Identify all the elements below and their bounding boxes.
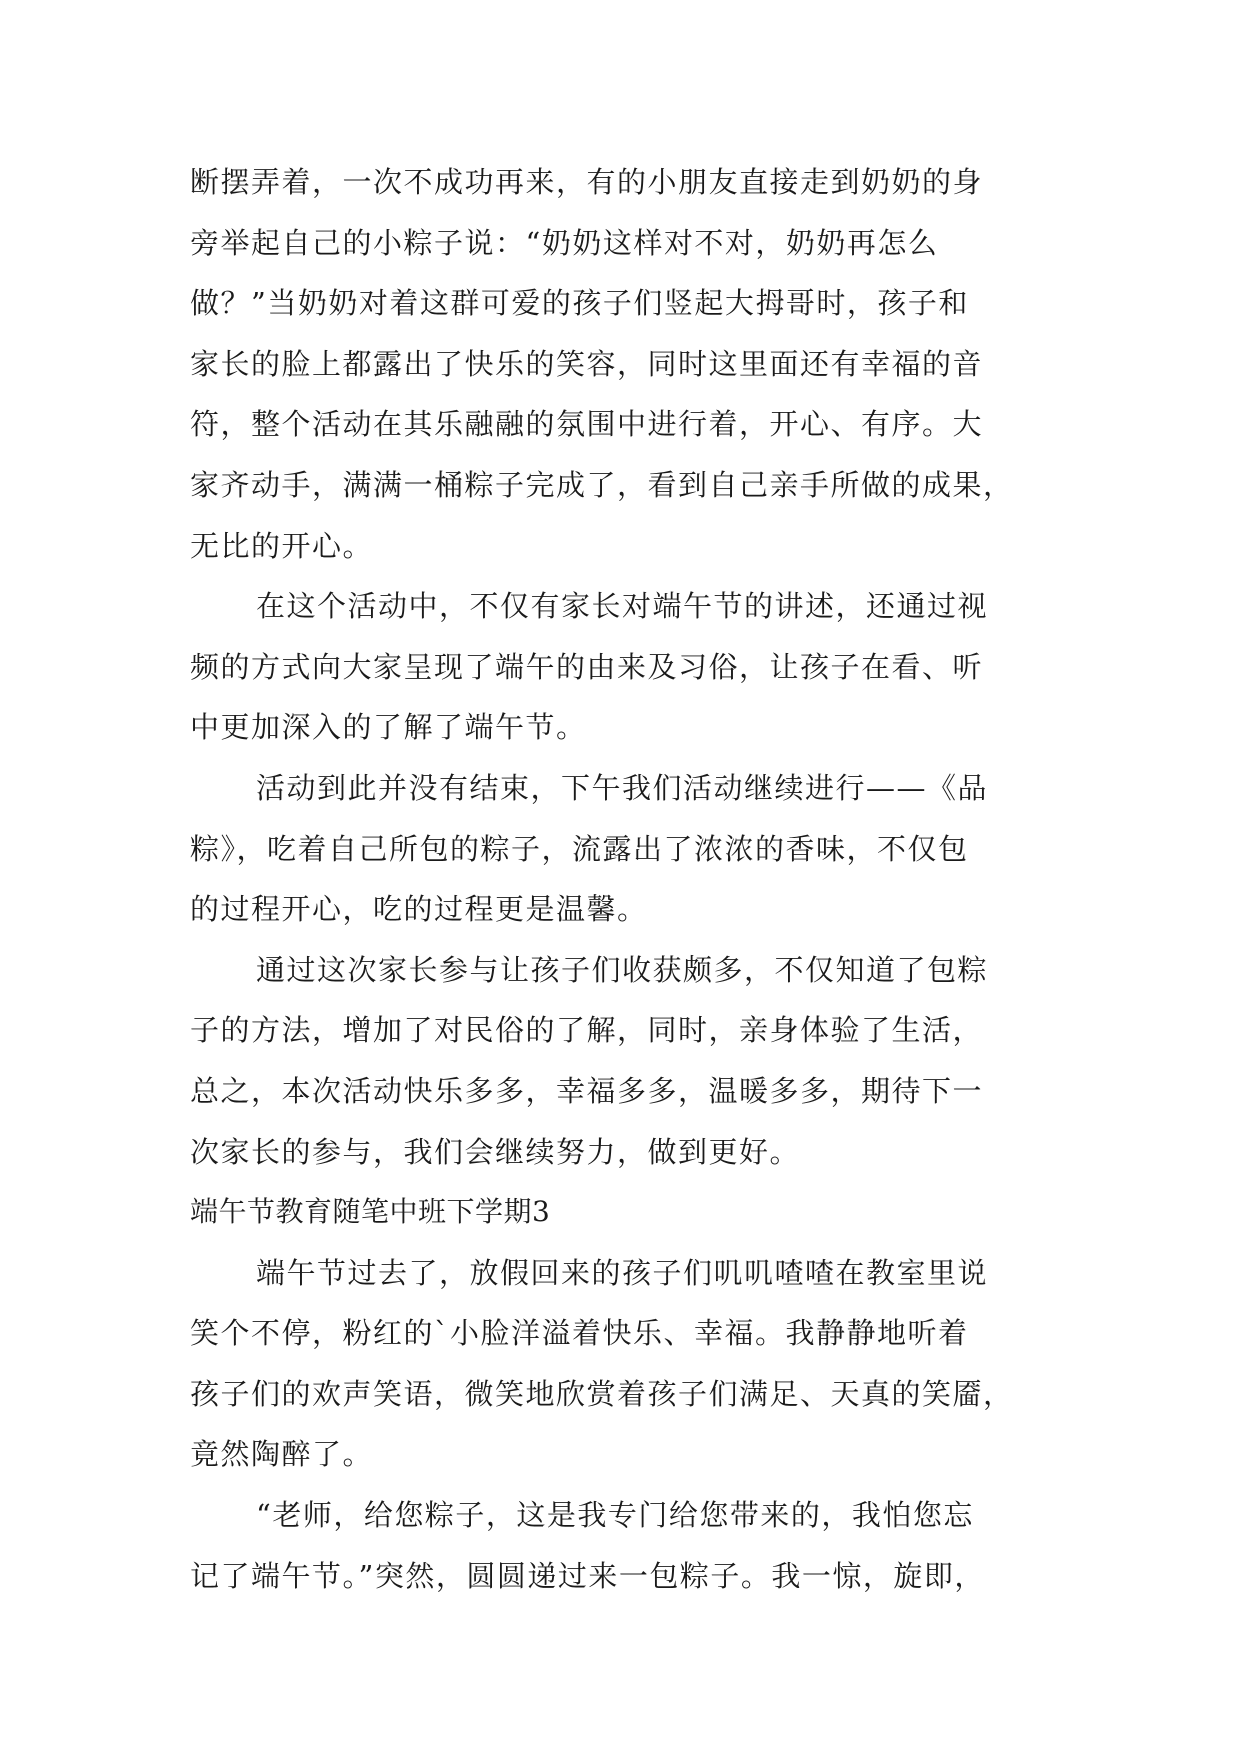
text-line: 家长的脸上都露出了快乐的笑容，同时这里面还有幸福的音 [190,346,984,381]
text-line: 家齐动手，满满一桶粽子完成了，看到自己亲手所做的成果， [190,467,1014,502]
text-line: 无比的开心。 [190,528,374,563]
text-line: 旁举起自己的小粽子说：“奶奶这样对不对，奶奶再怎么 [190,225,939,260]
paragraph-first-line: 活动到此并没有结束，下午我们活动继续进行——《品 [256,770,989,805]
paragraph-first-line: “老师，给您粽子，这是我专门给您带来的，我怕您忘 [256,1498,974,1533]
paragraph-first-line: 端午节过去了，放假回来的孩子们叽叽喳喳在教室里说 [256,1255,989,1290]
paragraph-first-line: 通过这次家长参与让孩子们收获颇多，不仅知道了包粽 [256,952,989,987]
text-line: 的过程开心，吃的过程更是温馨。 [190,892,648,927]
section-heading: 端午节教育随笔中班下学期3 [190,1195,551,1229]
document-body [190,152,1052,1606]
text-line: 竟然陶醉了。 [190,1437,374,1472]
text-line: 孩子们的欢声笑语，微笑地欣赏着孩子们满足、天真的笑靥， [190,1376,1014,1411]
text-line: 符，整个活动在其乐融融的氛围中进行着，开心、有序。大 [190,407,984,442]
text-line: 总之，本次活动快乐多多，幸福多多，温暖多多，期待下一 [190,1073,984,1108]
text-line: 粽》，吃着自己所包的粽子，流露出了浓浓的香味，不仅包 [190,831,969,866]
text-line: 做？”当奶奶对着这群可爱的孩子们竖起大拇哥时，孩子和 [190,286,969,321]
text-line: 断摆弄着，一次不成功再来，有的小朋友直接走到奶奶的身 [190,165,984,199]
text-line: 子的方法，增加了对民俗的了解，同时，亲身体验了生活， [190,1013,984,1048]
paragraph-first-line: 在这个活动中，不仅有家长对端午节的讲述，还通过视 [256,589,989,624]
text-line: 记了端午节。”突然，圆圆递过来一包粽子。我一惊，旋即， [190,1558,985,1593]
text-line: 次家长的参与，我们会继续努力，做到更好。 [190,1134,801,1169]
text-line: 频的方式向大家呈现了端午的由来及习俗，让孩子在看、听 [190,649,984,684]
text-line: 笑个不停，粉红的`小脸洋溢着快乐、幸福。我静静地听着 [190,1316,969,1351]
text-line: 中更加深入的了解了端午节。 [190,710,587,745]
